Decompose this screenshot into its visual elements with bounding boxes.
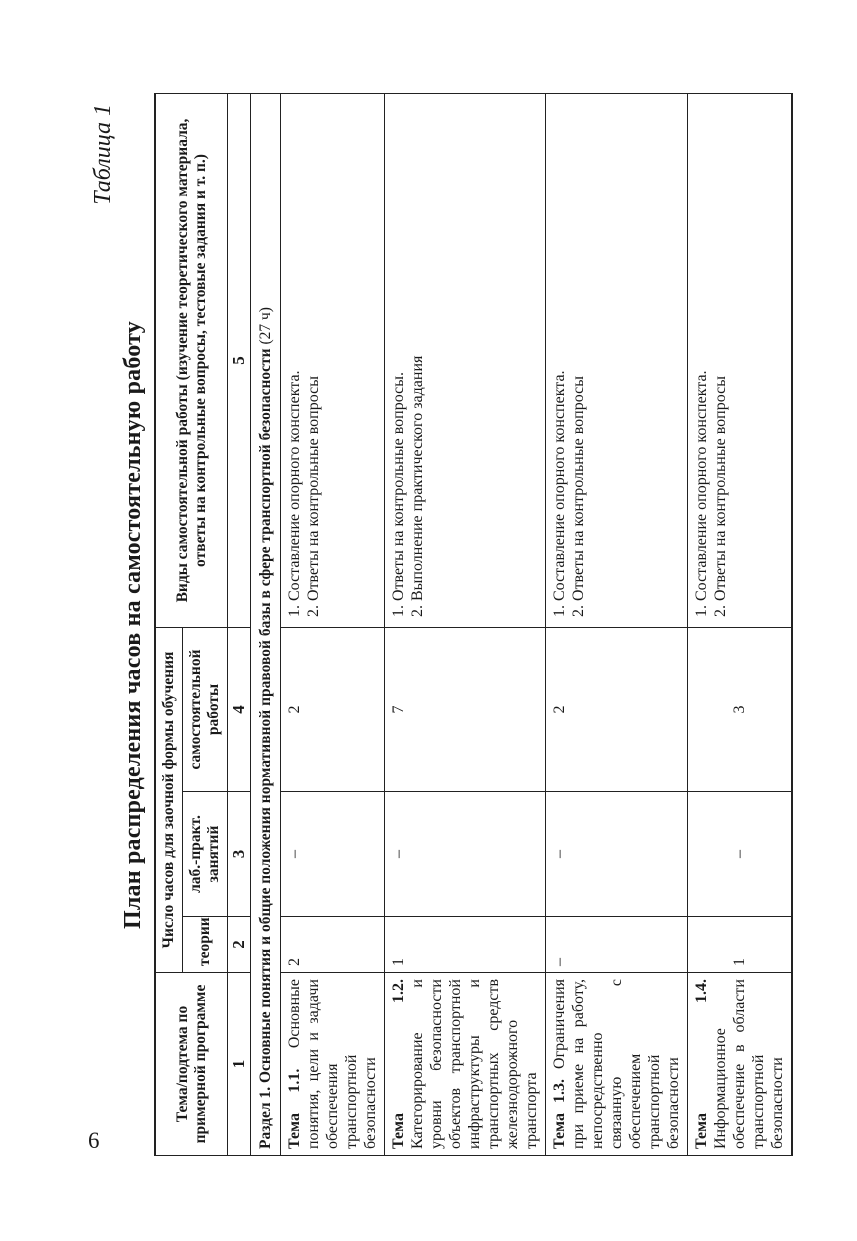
col-number-1: 1 [228,973,251,1156]
table-row [385,93,546,1155]
activities-cell [688,93,793,627]
topic-cell [546,973,688,1156]
theory-cell: 1 [688,917,793,973]
lab-cell: – [281,792,385,917]
activities-list [285,100,323,621]
self-cell: 2 [546,627,688,791]
topic-cell [385,973,546,1156]
col-number-2: 2 [228,917,251,973]
topic-label: Тема 1.4. [693,979,710,1149]
activities-cell [281,93,385,627]
section-row [251,93,281,1155]
table-label: Таблица 1 [90,104,116,205]
lab-cell: – [546,792,688,917]
list-item: 2. Ответы на контрольные вопросы [304,100,323,601]
header-activities: Виды самостоятельной работы (изучение теоретического материала, ответы на контрольные вопросы, тестовые задания и т. п.) [155,93,228,627]
header-row-1 [155,93,183,1155]
self-cell: 3 [688,627,793,791]
topic-text: Категорирование и уровни безопасности объектов транспортной инфраструктуры и транспортных средств железнодорожного транспорта [409,979,540,1149]
list-item: 1. Ответы на контрольные вопросы. [389,100,408,601]
activities-list [389,100,427,621]
topic-text: Основные понятия, цели и задачи обеспечения транспортной безопасности [286,978,379,1149]
list-item: 2. Ответы на контрольные вопросы [569,100,588,601]
theory-cell: 2 [281,917,385,973]
topic-cell [688,973,793,1156]
header-topic: Тема/подтема по примерной программе [155,973,228,1156]
header-self: самостоятельной работы [183,627,228,791]
page-title: План распределения часов на самостоятельную работу [120,321,146,929]
lab-cell: – [385,792,546,917]
topic-label: Тема 1.1. [286,1068,303,1149]
list-item: 1. Составление опорного конспекта. [692,100,711,601]
activities-cell [385,93,546,627]
table-row [281,93,385,1155]
col-number-3: 3 [228,792,251,917]
topic-text: Информационное обеспечение в области транспортной безопасности [712,979,786,1149]
section-hours: (27 ч) [257,307,274,345]
activities-list [550,100,588,621]
theory-cell: – [546,917,688,973]
col-number-4: 4 [228,627,251,791]
column-numbers-row [228,93,251,1155]
lab-cell: – [688,792,793,917]
page-number: 6 [88,1128,100,1153]
list-item: 2. Выполнение практического задания [408,100,427,601]
topic-label: Тема 1.3. [551,1079,568,1149]
topic-label: Тема 1.2. [390,979,407,1149]
list-item: 1. Составление опорного конспекта. [550,100,569,601]
header-theory: теории [183,917,228,973]
section-label: Раздел 1. Основные понятия и общие положения нормативной правовой базы в сфере транспортной безопасности [257,348,274,1149]
rotated-page-content [90,90,786,1160]
hours-table [154,93,793,1156]
topic-text: Ограничения при приеме на работу, непосредственно связанную с обеспечением транспортной безопасности [551,979,682,1149]
topic-cell [281,973,385,1156]
section-cell [251,93,281,1155]
self-cell: 2 [281,627,385,791]
list-item: 1. Составление опорного конспекта. [285,100,304,601]
col-number-5: 5 [228,93,251,627]
theory-cell: 1 [385,917,546,973]
activities-list [692,100,730,621]
header-lab: лаб.-практ. занятий [183,792,228,917]
self-cell: 7 [385,627,546,791]
table-row [546,93,688,1155]
activities-cell [546,93,688,627]
table-row [688,93,793,1155]
list-item: 2. Ответы на контрольные вопросы [711,100,730,601]
header-hours-group: Число часов для заочной формы обучения [155,627,183,972]
